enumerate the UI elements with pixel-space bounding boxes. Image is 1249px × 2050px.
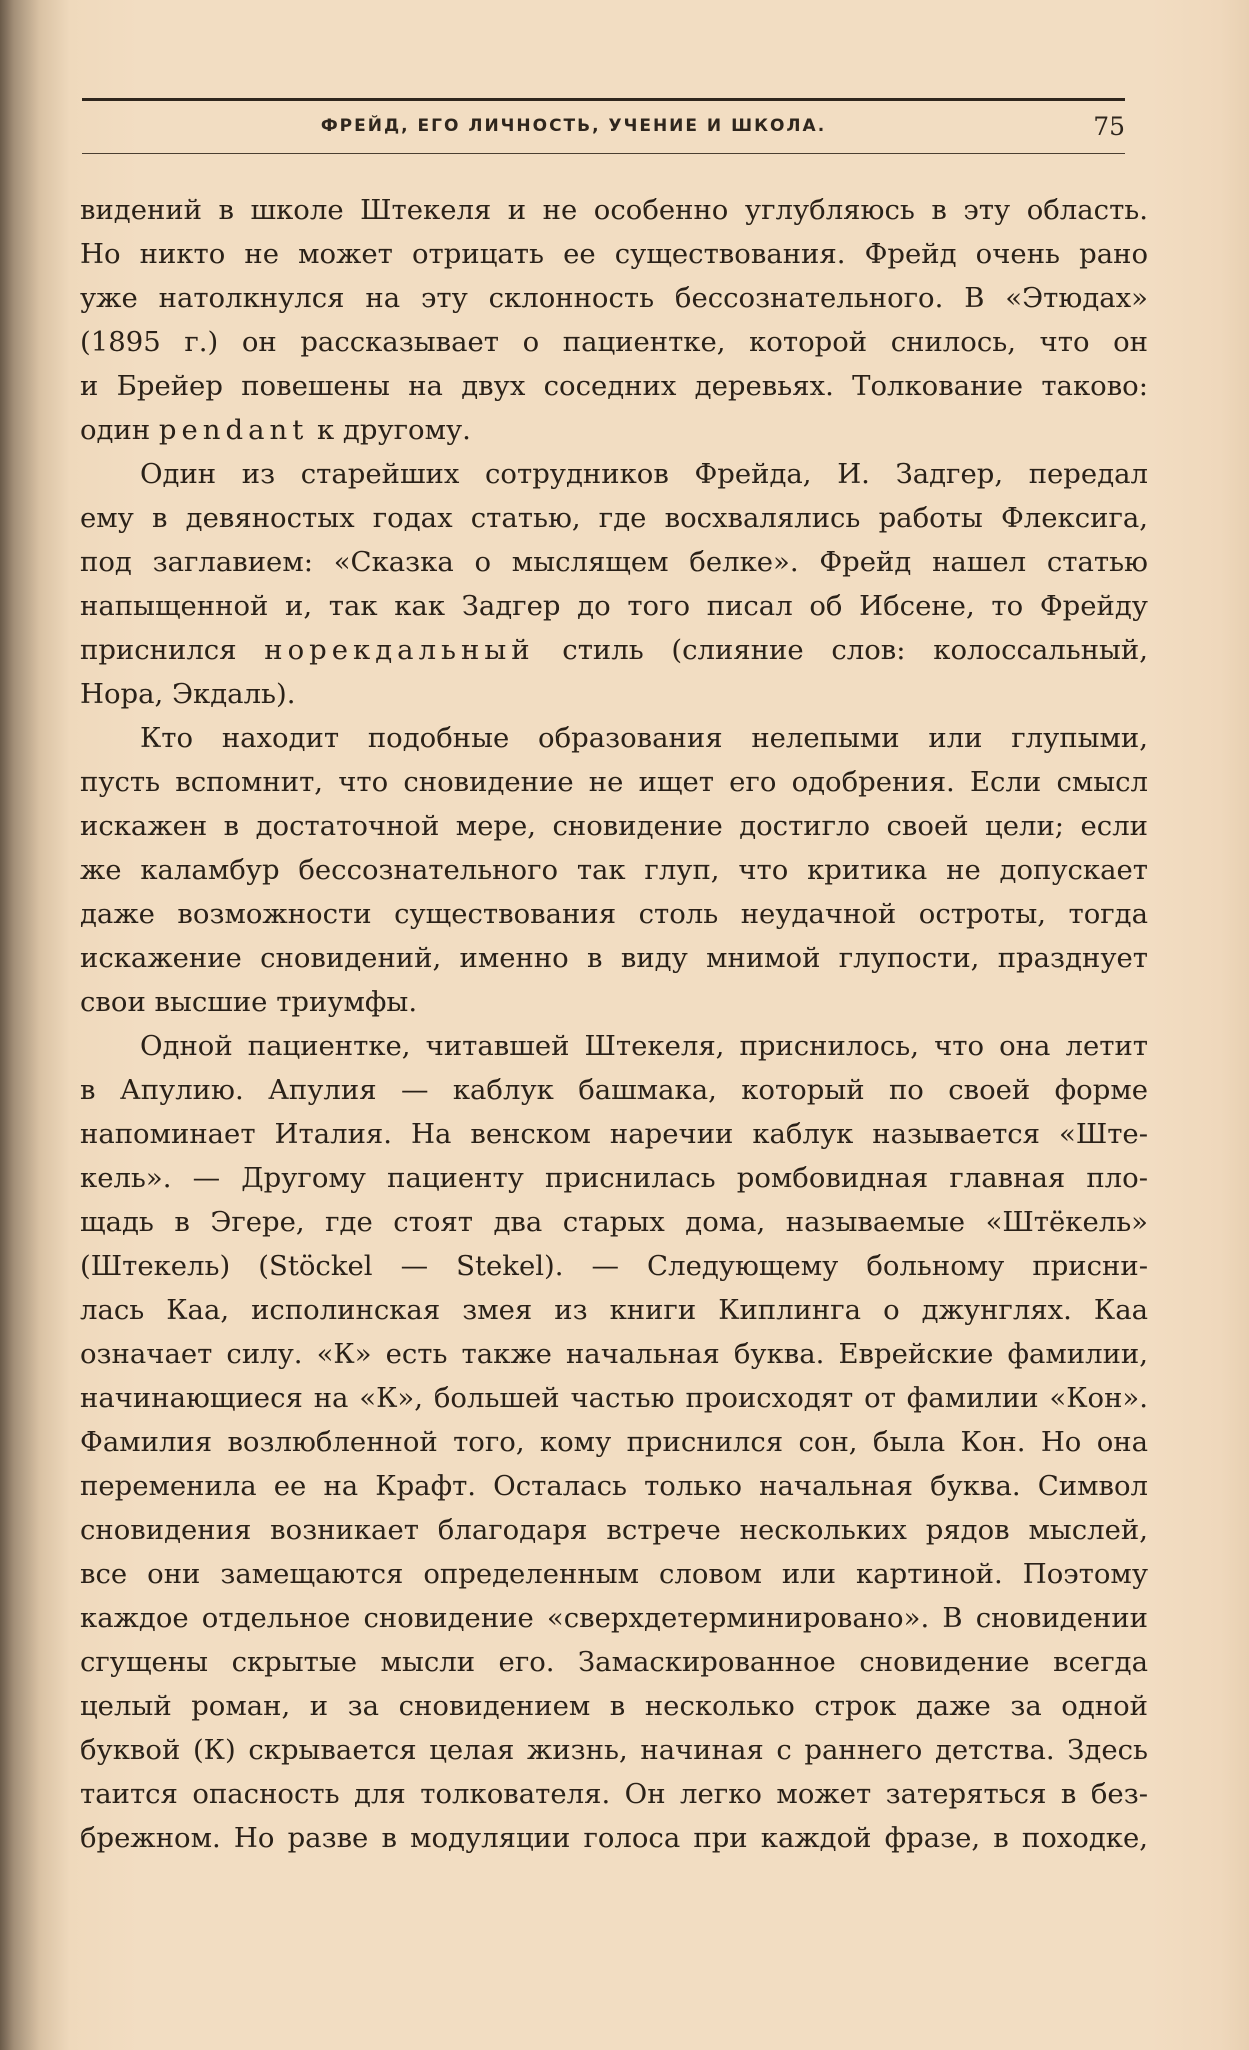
- paragraph-2: [80, 452, 1148, 716]
- text-line: сгущены скрытые мысли его. Замаскированное сновидение всегда: [80, 1646, 1148, 1678]
- paragraph-3: [80, 716, 1148, 1024]
- text-line: даже возможности существования столь неудачной остроты, тогда: [80, 898, 1148, 930]
- body-text: [80, 188, 1148, 1860]
- text-line: Кто находит подобные образования нелепыми или глупыми,: [140, 722, 1148, 754]
- paragraph-1: [80, 188, 1148, 452]
- text-line: (Штекель) (Stöckel — Stekel). — Следующему больному присни-: [80, 1250, 1148, 1282]
- text-line: кель». — Другому пациенту приснилась ромбовидная главная пло-: [80, 1162, 1148, 1194]
- text-line: Фамилия возлюбленной того, кому приснился сон, была Кон. Но она: [80, 1426, 1148, 1458]
- text-line: ему в девяностых годах статью, где восхвалялись работы Флексига,: [80, 502, 1148, 534]
- header-rule-bottom: [82, 153, 1125, 154]
- text-line: брежном. Но разве в модуляции голоса при каждой фразе, в походке,: [80, 1822, 1148, 1854]
- page-number: 75: [1093, 112, 1125, 141]
- running-head: [82, 112, 1125, 144]
- text-line: все они замещаются определенным словом или картиной. Поэтому: [80, 1558, 1148, 1590]
- text-line: Один из старейших сотрудников Фрейда, И. Задгер, передал: [140, 458, 1148, 490]
- text-line: уже натолкнулся на эту склонность бессознательного. В «Этюдах»: [80, 282, 1148, 314]
- text-line: переменила ее на Крафт. Осталась только начальная буква. Символ: [80, 1470, 1148, 1502]
- text-line: буквой (К) скрывается целая жизнь, начиная с раннего детства. Здесь: [80, 1734, 1148, 1766]
- text-fragment: стиль (слияние слов: колоссальный,: [534, 634, 1148, 666]
- text-line: начинающиеся на «К», большей частью происходят от фамилии «Кон».: [80, 1382, 1148, 1414]
- text-line: таится опасность для толкователя. Он легко может затеряться в без-: [80, 1778, 1148, 1810]
- text-line: лась Каа, исполинская змея из книги Киплинга о джунглях. Каа: [80, 1294, 1148, 1326]
- paragraph-4: [80, 1024, 1148, 1860]
- text-fragment: один: [80, 414, 159, 446]
- text-line: означает силу. «К» есть также начальная буква. Еврейские фамилии,: [80, 1338, 1148, 1370]
- running-title: ФРЕЙД, ЕГО ЛИЧНОСТЬ, УЧЕНИЕ И ШКОЛА.: [320, 116, 827, 136]
- text-line: напоминает Италия. На венском наречии каблук называется «Ште-: [80, 1118, 1148, 1150]
- text-line: напыщенной и, так как Задгер до того писал об Ибсене, то Фрейду: [80, 590, 1148, 622]
- text-fragment: к другому.: [308, 414, 471, 446]
- spaced-word: норекдальный: [264, 634, 535, 666]
- text-line: сновидения возникает благодаря встрече нескольких рядов мыслей,: [80, 1514, 1148, 1546]
- text-line: Но никто не может отрицать ее существования. Фрейд очень рано: [80, 238, 1148, 270]
- text-line: и Брейер повешены на двух соседних деревьях. Толкование таково:: [80, 370, 1148, 402]
- text-line: видений в школе Штекеля и не особенно углубляюсь в эту область.: [80, 194, 1148, 226]
- text-line: Одной пациентке, читавшей Штекеля, приснилось, что она летит: [140, 1030, 1148, 1062]
- text-line: в Апулию. Апулия — каблук башмака, который по своей форме: [80, 1074, 1148, 1106]
- text-line: искажение сновидений, именно в виду мнимой глупости, празднует: [80, 942, 1148, 974]
- text-fragment: приснился: [80, 634, 265, 666]
- text-line: каждое отдельное сновидение «сверхдетерминировано». В сновидении: [80, 1602, 1148, 1634]
- header-rule-top: [82, 98, 1125, 101]
- text-line: целый роман, и за сновидением в несколько строк даже за одной: [80, 1690, 1148, 1722]
- text-line: искажен в достаточной мере, сновидение достигло своей цели; если: [80, 810, 1148, 842]
- spaced-word: pendant: [158, 414, 309, 446]
- text-line: [80, 628, 1148, 672]
- text-line: Нора, Экдаль).: [80, 678, 296, 710]
- text-line: щадь в Эгере, где стоят два старых дома, называемые «Штёкель»: [80, 1206, 1148, 1238]
- text-line: же каламбур бессознательного так глуп, что критика не допускает: [80, 854, 1148, 886]
- text-line: пусть вспомнит, что сновидение не ищет его одобрения. Если смысл: [80, 766, 1148, 798]
- text-line: [80, 408, 1148, 452]
- text-line: под заглавием: «Сказка о мыслящем белке». Фрейд нашел статью: [80, 546, 1148, 578]
- text-line: (1895 г.) он рассказывает о пациентке, которой снилось, что он: [80, 326, 1148, 358]
- text-line: свои высшие триумфы.: [80, 986, 418, 1018]
